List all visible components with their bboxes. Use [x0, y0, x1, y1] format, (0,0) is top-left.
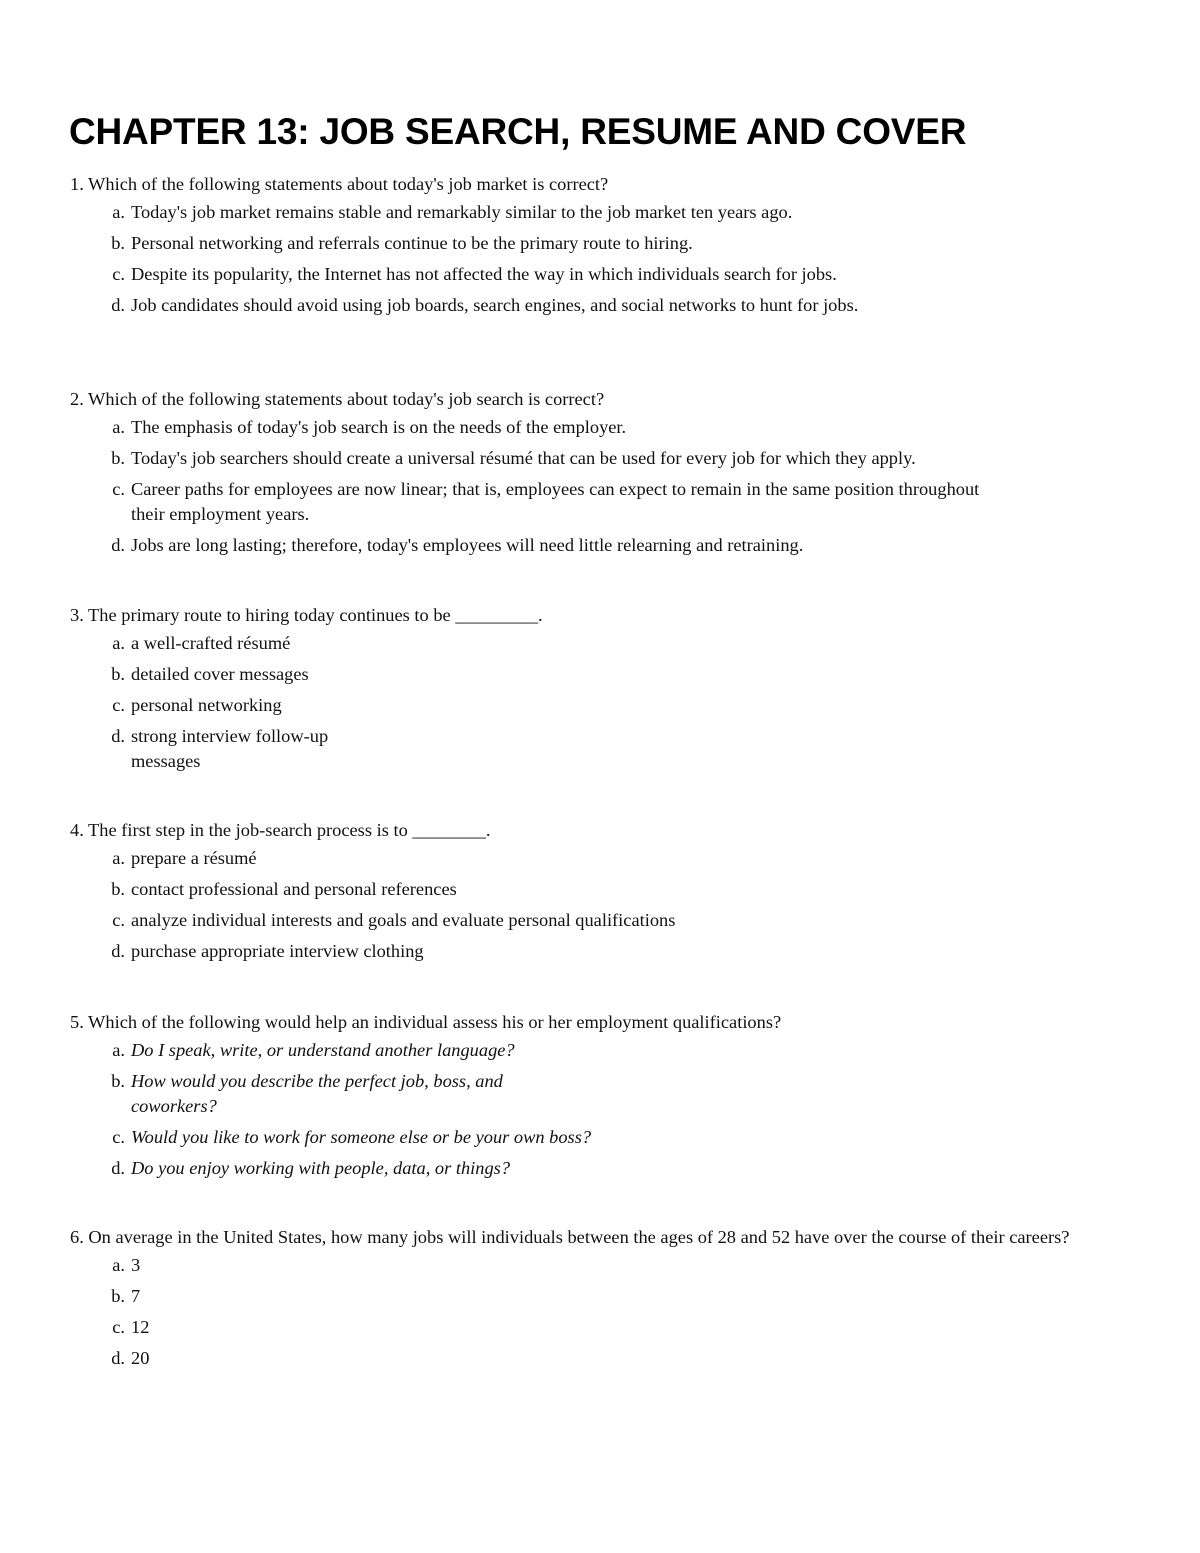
option-text: detailed cover messages: [131, 664, 309, 684]
option-list: [70, 846, 1140, 964]
option-d: [70, 293, 1140, 318]
option-text: Career paths for employees are now linear; that is, employees can expect to remain in the same position throughout their employment years.: [131, 479, 980, 524]
question-6: [70, 1225, 1140, 1377]
option-a: [70, 1253, 1140, 1278]
option-text: purchase appropriate interview clothing: [131, 941, 424, 961]
option-text: Despite its popularity, the Internet has not affected the way in which individuals search for jobs.: [131, 264, 837, 284]
option-letter: c.: [112, 479, 125, 499]
option-text: Today's job market remains stable and remarkably similar to the job market ten years ago.: [131, 202, 793, 222]
question-3: [70, 603, 1140, 780]
option-letter: c.: [112, 910, 125, 930]
question-stem: 1. Which of the following statements about today's job market is correct?: [70, 174, 609, 194]
option-d: [70, 1346, 1140, 1371]
option-a: [70, 200, 1140, 225]
option-text: Jobs are long lasting; therefore, today's employees will need little relearning and retraining.: [131, 535, 804, 555]
option-letter: d.: [111, 941, 125, 961]
question-5: [70, 1010, 1140, 1187]
question-stem: 3. The primary route to hiring today continues to be _________.: [70, 605, 543, 625]
question-stem: 4. The first step in the job-search process is to ________.: [70, 820, 491, 840]
option-c: [70, 262, 1140, 287]
option-b: [70, 1284, 1140, 1309]
option-letter: c.: [112, 264, 125, 284]
option-text: Personal networking and referrals continue to be the primary route to hiring.: [131, 233, 693, 253]
option-text: contact professional and personal references: [131, 879, 457, 899]
option-d: [70, 533, 1140, 558]
option-letter: d.: [111, 295, 125, 315]
option-d: [70, 724, 1140, 774]
option-text: 20: [131, 1348, 150, 1368]
option-c: [70, 1125, 1140, 1150]
option-letter: b.: [111, 664, 125, 684]
option-letter: c.: [112, 1127, 125, 1147]
option-text: 7: [131, 1286, 141, 1306]
option-text: prepare a résumé: [131, 848, 257, 868]
question-2: [70, 387, 1140, 564]
option-text: Would you like to work for someone else or be your own boss?: [131, 1127, 592, 1147]
option-letter: a.: [112, 1040, 125, 1060]
option-a: [70, 631, 1140, 656]
option-letter: d.: [111, 1348, 125, 1368]
option-letter: a.: [112, 417, 125, 437]
question-1: [70, 172, 1140, 324]
option-text: How would you describe the perfect job, boss, and coworkers?: [131, 1071, 503, 1116]
option-letter: b.: [111, 879, 125, 899]
option-b: [70, 662, 1140, 687]
option-letter: a.: [112, 633, 125, 653]
option-list: [70, 415, 1140, 558]
option-list: [70, 200, 1140, 318]
option-list: [70, 631, 1140, 774]
option-text: 12: [131, 1317, 150, 1337]
option-text: a well-crafted résumé: [131, 633, 291, 653]
option-letter: a.: [112, 202, 125, 222]
option-b: [70, 877, 1140, 902]
option-c: [70, 477, 1140, 527]
option-letter: b.: [111, 1071, 125, 1091]
option-d: [70, 939, 1140, 964]
option-a: [70, 415, 1140, 440]
question-stem: 5. Which of the following would help an individual assess his or her employment qualifications?: [70, 1012, 782, 1032]
option-letter: d.: [111, 726, 125, 746]
chapter-title: CHAPTER 13: JOB SEARCH, RESUME AND COVER: [69, 111, 967, 152]
option-text: strong interview follow-up messages: [131, 726, 329, 771]
option-letter: c.: [112, 1317, 125, 1337]
option-text: personal networking: [131, 695, 282, 715]
option-letter: a.: [112, 1255, 125, 1275]
option-c: [70, 693, 1140, 718]
option-text: Job candidates should avoid using job boards, search engines, and social networks to hunt for jobs.: [131, 295, 859, 315]
option-text: 3: [131, 1255, 141, 1275]
option-list: [70, 1038, 1140, 1181]
option-text: Do you enjoy working with people, data, or things?: [131, 1158, 511, 1178]
option-b: [70, 446, 1140, 471]
option-letter: c.: [112, 695, 125, 715]
option-d: [70, 1156, 1140, 1181]
option-letter: b.: [111, 448, 125, 468]
option-text: Do I speak, write, or understand another language?: [131, 1040, 515, 1060]
option-c: [70, 1315, 1140, 1340]
question-4: [70, 818, 1140, 970]
option-a: [70, 846, 1140, 871]
option-c: [70, 908, 1140, 933]
option-letter: b.: [111, 233, 125, 253]
option-list: [70, 1253, 1140, 1371]
option-b: [70, 231, 1140, 256]
option-letter: d.: [111, 535, 125, 555]
option-text: The emphasis of today's job search is on the needs of the employer.: [131, 417, 627, 437]
option-b: [70, 1069, 1140, 1119]
option-letter: d.: [111, 1158, 125, 1178]
option-letter: a.: [112, 848, 125, 868]
option-text: Today's job searchers should create a universal résumé that can be used for every job for which they apply.: [131, 448, 916, 468]
option-letter: b.: [111, 1286, 125, 1306]
question-stem: 6. On average in the United States, how many jobs will individuals between the ages of 28 and 52 have over the course of their careers?: [70, 1227, 1070, 1247]
option-text: analyze individual interests and goals and evaluate personal qualifications: [131, 910, 676, 930]
question-stem: 2. Which of the following statements about today's job search is correct?: [70, 389, 605, 409]
option-a: [70, 1038, 1140, 1063]
